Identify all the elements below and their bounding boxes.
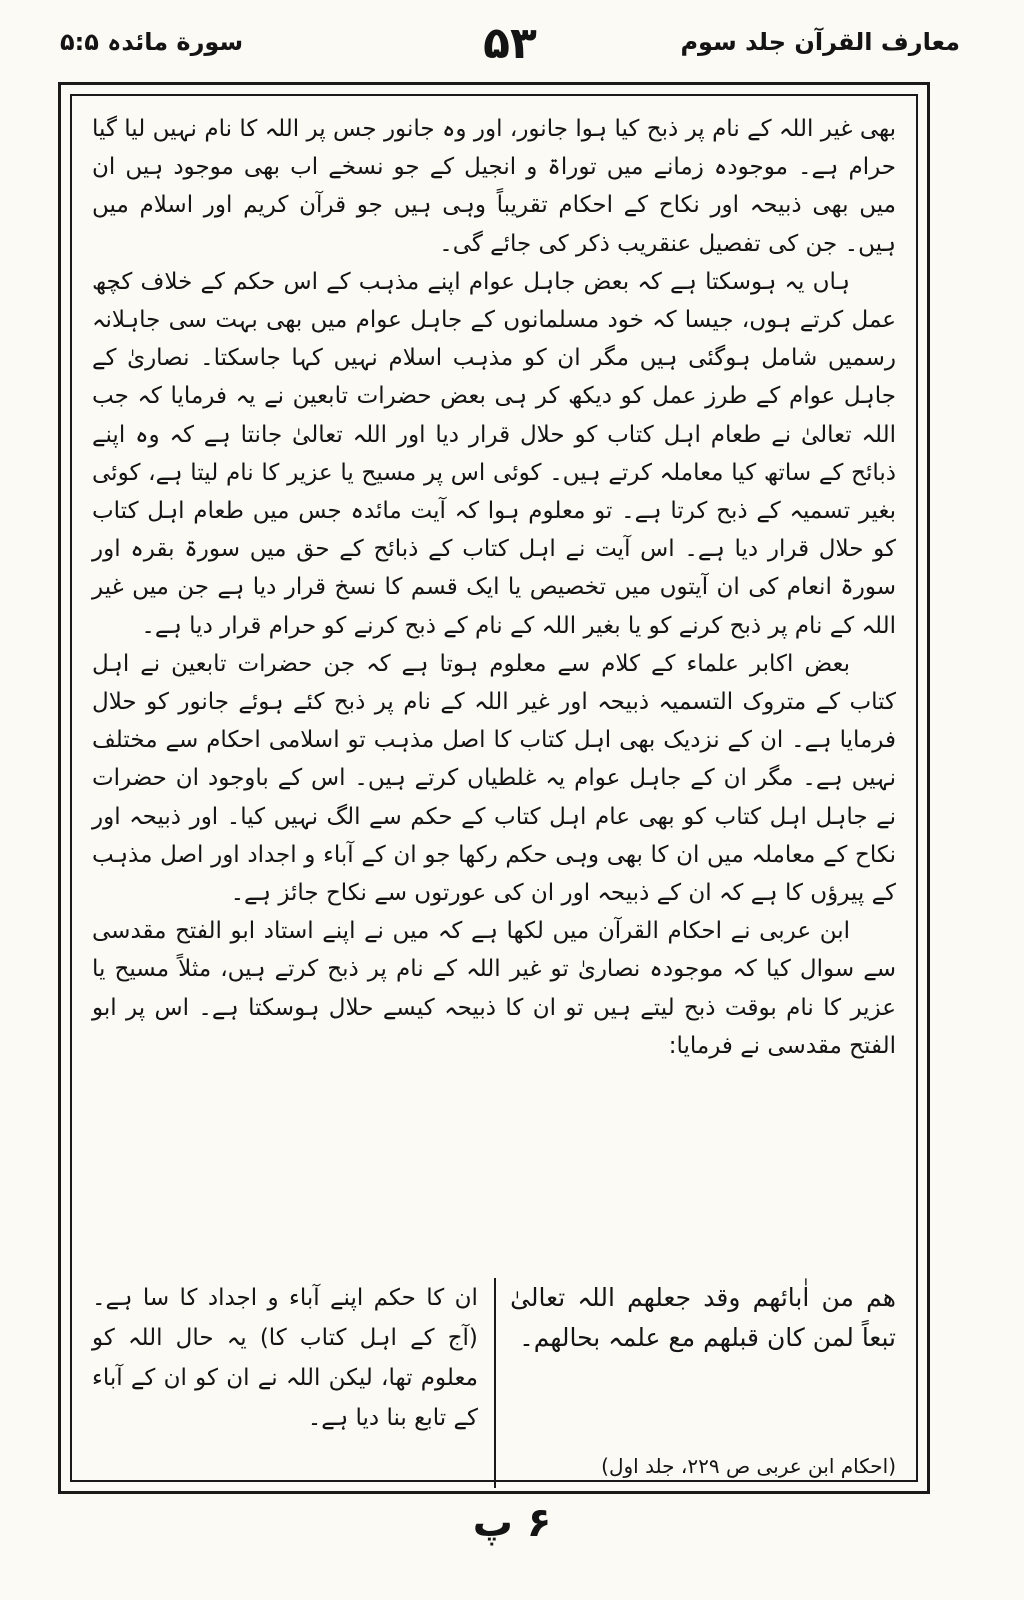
paragraph: بعض اکابر علماء کے کلام سے معلوم ہوتا ہے کہ جن حضرات تابعین نے اہل کتاب کے متروک التسمیہ ذبیحہ اور غیر اللہ کے نام پر ذبح کئے ہوئے جانور کو حلال فرمایا ہے۔ ان کے نزدیک بھی اہل کتاب کا اصل مذہب تو اسلامی احکام سے مختلف نہیں ہے۔ مگر ان کے جاہل عوام یہ غلطیاں کرتے ہیں۔ اس کے باوجود ان حضرات نے جاہل اہل کتاب کو بھی عام اہل کتاب کے حکم سے الگ نہیں کیا۔ اور ذبیحہ اور نکاح کے معاملہ میں ان کا بھی وہی حکم رکھا جو ان کے آباء و اجداد اور اصل مذہب کے پیرؤں کا ہے کہ ان کے ذبیحہ اور ان کی عورتوں سے نکاح جائز ہے۔ bbox=[92, 650, 896, 907]
page-border-outer bbox=[58, 82, 930, 1494]
urdu-translation: ان کا حکم اپنے آباء و اجداد کا سا ہے۔ (آج کے اہل کتاب کا) یہ حال اللہ کو معلوم تھا، لیکن اللہ نے ان کو ان کے آباء کے تابع بنا دیا ہے۔ bbox=[92, 1285, 478, 1431]
paragraph: ہاں یہ ہوسکتا ہے کہ بعض جاہل عوام اپنے مذہب کے اس حکم کے خلاف کچھ عمل کرتے ہوں، جیسا کہ خود مسلمانوں کے جاہل عوام میں بھی بہت سی جاہلانہ رسمیں شامل ہوگئی ہیں مگر ان کو مذہب اسلام نہیں کہا جاسکتا۔ نصاریٰ کے جاہل عوام کے طرز عمل کو دیکھ کر ہی بعض حضرات تابعین نے یہ فرمایا کہ جب اللہ تعالیٰ نے طعام اہل کتاب کو حلال قرار دیا اور اللہ تعالیٰ جانتا ہے کہ وہ اپنے ذبائح کے ساتھ کیا معاملہ کرتے ہیں۔ کوئی اس پر مسیح یا عزیر کا نام لیتا ہے، کوئی بغیر تسمیہ کے ذبح کرتا ہے۔ تو معلوم ہوا کہ آیت مائدہ جس میں طعام اہل کتاب کو حلال قرار دیا ہے۔ اس آیت نے اہل کتاب کے ذبائح کے حق میں سورۃ بقرہ اور سورۃ انعام کی ان آیتوں میں تخصیص یا ایک قسم کا نسخ قرار دیا ہے جن میں غیر اللہ کے نام پر ذبح کرنے کو یا بغیر اللہ کے نام کے ذبح کرنے کو حرام قرار دیا ہے۔ bbox=[92, 268, 896, 639]
body-text bbox=[92, 110, 896, 1065]
running-header bbox=[60, 18, 960, 78]
arabic-quote: ھم من اٰبائھم وقد جعلھم اللہ تعالیٰ تبعاً لمن کان قبلھم مع علمہ بحالھم۔ bbox=[510, 1283, 896, 1352]
page-number: ۵۳ bbox=[483, 18, 537, 69]
book-title: معارف القرآن جلد سوم bbox=[680, 28, 960, 56]
paragraph: ابن عربی نے احکام القرآن میں لکھا ہے کہ میں نے اپنے استاد ابو الفتح مقدسی سے سوال کیا کہ موجودہ نصاریٰ تو غیر اللہ کے نام پر ذبح کرتے ہیں، مثلاً مسیح یا عزیر کا نام بوقت ذبح لیتے ہیں تو ان کا ذبیحہ کیسے حلال ہوسکتا ہے۔ اس پر ابو الفتح مقدسی نے فرمایا: bbox=[92, 918, 896, 1059]
source-citation: (احکام ابن عربی ص ۲۲۹، جلد اول) bbox=[601, 1454, 896, 1478]
page-border-inner bbox=[70, 94, 918, 1482]
footer-mark: ۶ پ bbox=[472, 1500, 552, 1546]
surah-reference: سورة مائدہ ۵:۵ bbox=[60, 28, 244, 56]
column-divider bbox=[494, 1278, 496, 1488]
paragraph: بھی غیر اللہ کے نام پر ذبح کیا ہوا جانور، اور وہ جانور جس پر اللہ کا نام نہیں لیا گیا حرام ہے۔ موجودہ زمانے میں توراۃ و انجیل کے جو نسخے اب بھی موجود ہیں ان میں بھی ذبیحہ اور نکاح کے احکام تقریباً وہی ہیں جو قرآن کریم اور اسلام میں ہیں۔ جن کی تفصیل عنقریب ذکر کی جائے گی۔ bbox=[92, 116, 896, 257]
quote-columns bbox=[92, 1278, 896, 1478]
